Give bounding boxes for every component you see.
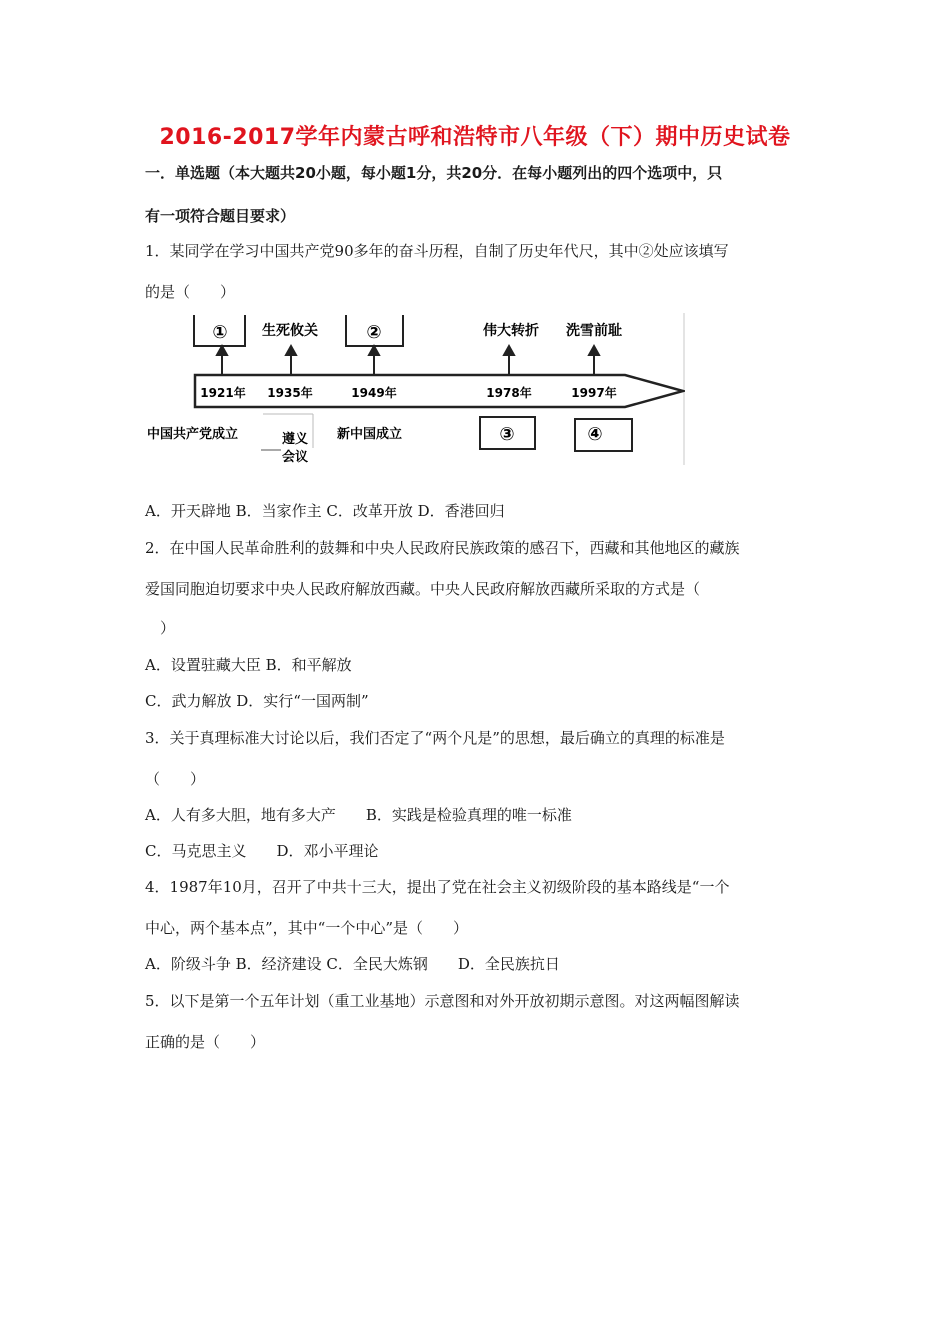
q2-stem-line3: ） [160,619,176,637]
section-heading-line2: 有一项符合题目要求） [145,207,296,225]
q5-stem-line1: 5．以下是第一个五年计划（重工业基地）示意图和对外开放初期示意图。对这两幅图解读 [145,992,740,1010]
q1-stem-line2: 的是（ ） [145,283,236,301]
q1-stem-line1: 1．某同学在学习中国共产党90多年的奋斗历程，自制了历史年代尺，其中②处应该填写 [145,242,729,260]
label-weida: 伟大转折 [483,323,539,339]
timeline-figure [145,313,685,465]
year-1997: 1997年 [571,386,617,400]
q2-options-line2: C．武力解放 D．实行“一国两制” [145,692,369,710]
section-heading-line1: 一．单选题（本大题共20小题，每小题1分，共20分．在每小题列出的四个选项中，只 [145,164,723,182]
year-1935: 1935年 [267,386,313,400]
q4-options: A．阶级斗争 B．经济建设 C．全民大炼钢 D．全民族抗日 [145,955,560,973]
q4-stem-line1: 4．1987年10月，召开了中共十三大，提出了党在社会主义初级阶段的基本路线是“一个 [145,878,730,896]
q1-options: A．开天辟地 B．当家作主 C．改革开放 D．香港回归 [145,502,505,520]
q3-options-line2: C．马克思主义 D．邓小平理论 [145,842,379,860]
q3-stem-line2: （ ） [145,770,206,788]
q3-stem-line1: 3．关于真理标准大讨论以后，我们否定了“两个凡是”的思想，最后确立的真理的标准是 [145,729,725,747]
label-huiyi: 会议 [281,450,309,465]
label-box-4: ④ [587,424,603,445]
q3-options-line1: A．人有多大胆，地有多大产 B．实践是检验真理的唯一标准 [145,806,572,824]
label-xixue: 洗雪前耻 [566,323,622,339]
label-box-3: ③ [499,424,515,445]
year-1921: 1921年 [200,386,246,400]
q2-stem-line1: 2．在中国人民革命胜利的鼓舞和中央人民政府民族政策的感召下，西藏和其他地区的藏族 [145,539,740,557]
year-1949: 1949年 [351,386,397,400]
year-1978: 1978年 [486,386,532,400]
label-box-1: ① [212,322,228,343]
q2-stem-line2: 爱国同胞迫切要求中央人民政府解放西藏。中央人民政府解放西藏所采取的方式是（ [145,580,701,598]
label-zunyi: 遵义 [281,432,309,447]
label-shengsi: 生死攸关 [262,323,318,339]
q2-options-line1: A．设置驻藏大臣 B．和平解放 [145,656,352,674]
q5-stem-line2: 正确的是（ ） [145,1033,266,1051]
label-box-2: ② [366,322,382,343]
q4-stem-line2: 中心，两个基本点”，其中“一个中心”是（ ） [145,919,469,937]
exam-title: 2016-2017学年内蒙古呼和浩特市八年级（下）期中历史试卷 [159,125,791,150]
label-party-founded: 中国共产党成立 [147,427,239,442]
label-new-china: 新中国成立 [337,427,403,442]
